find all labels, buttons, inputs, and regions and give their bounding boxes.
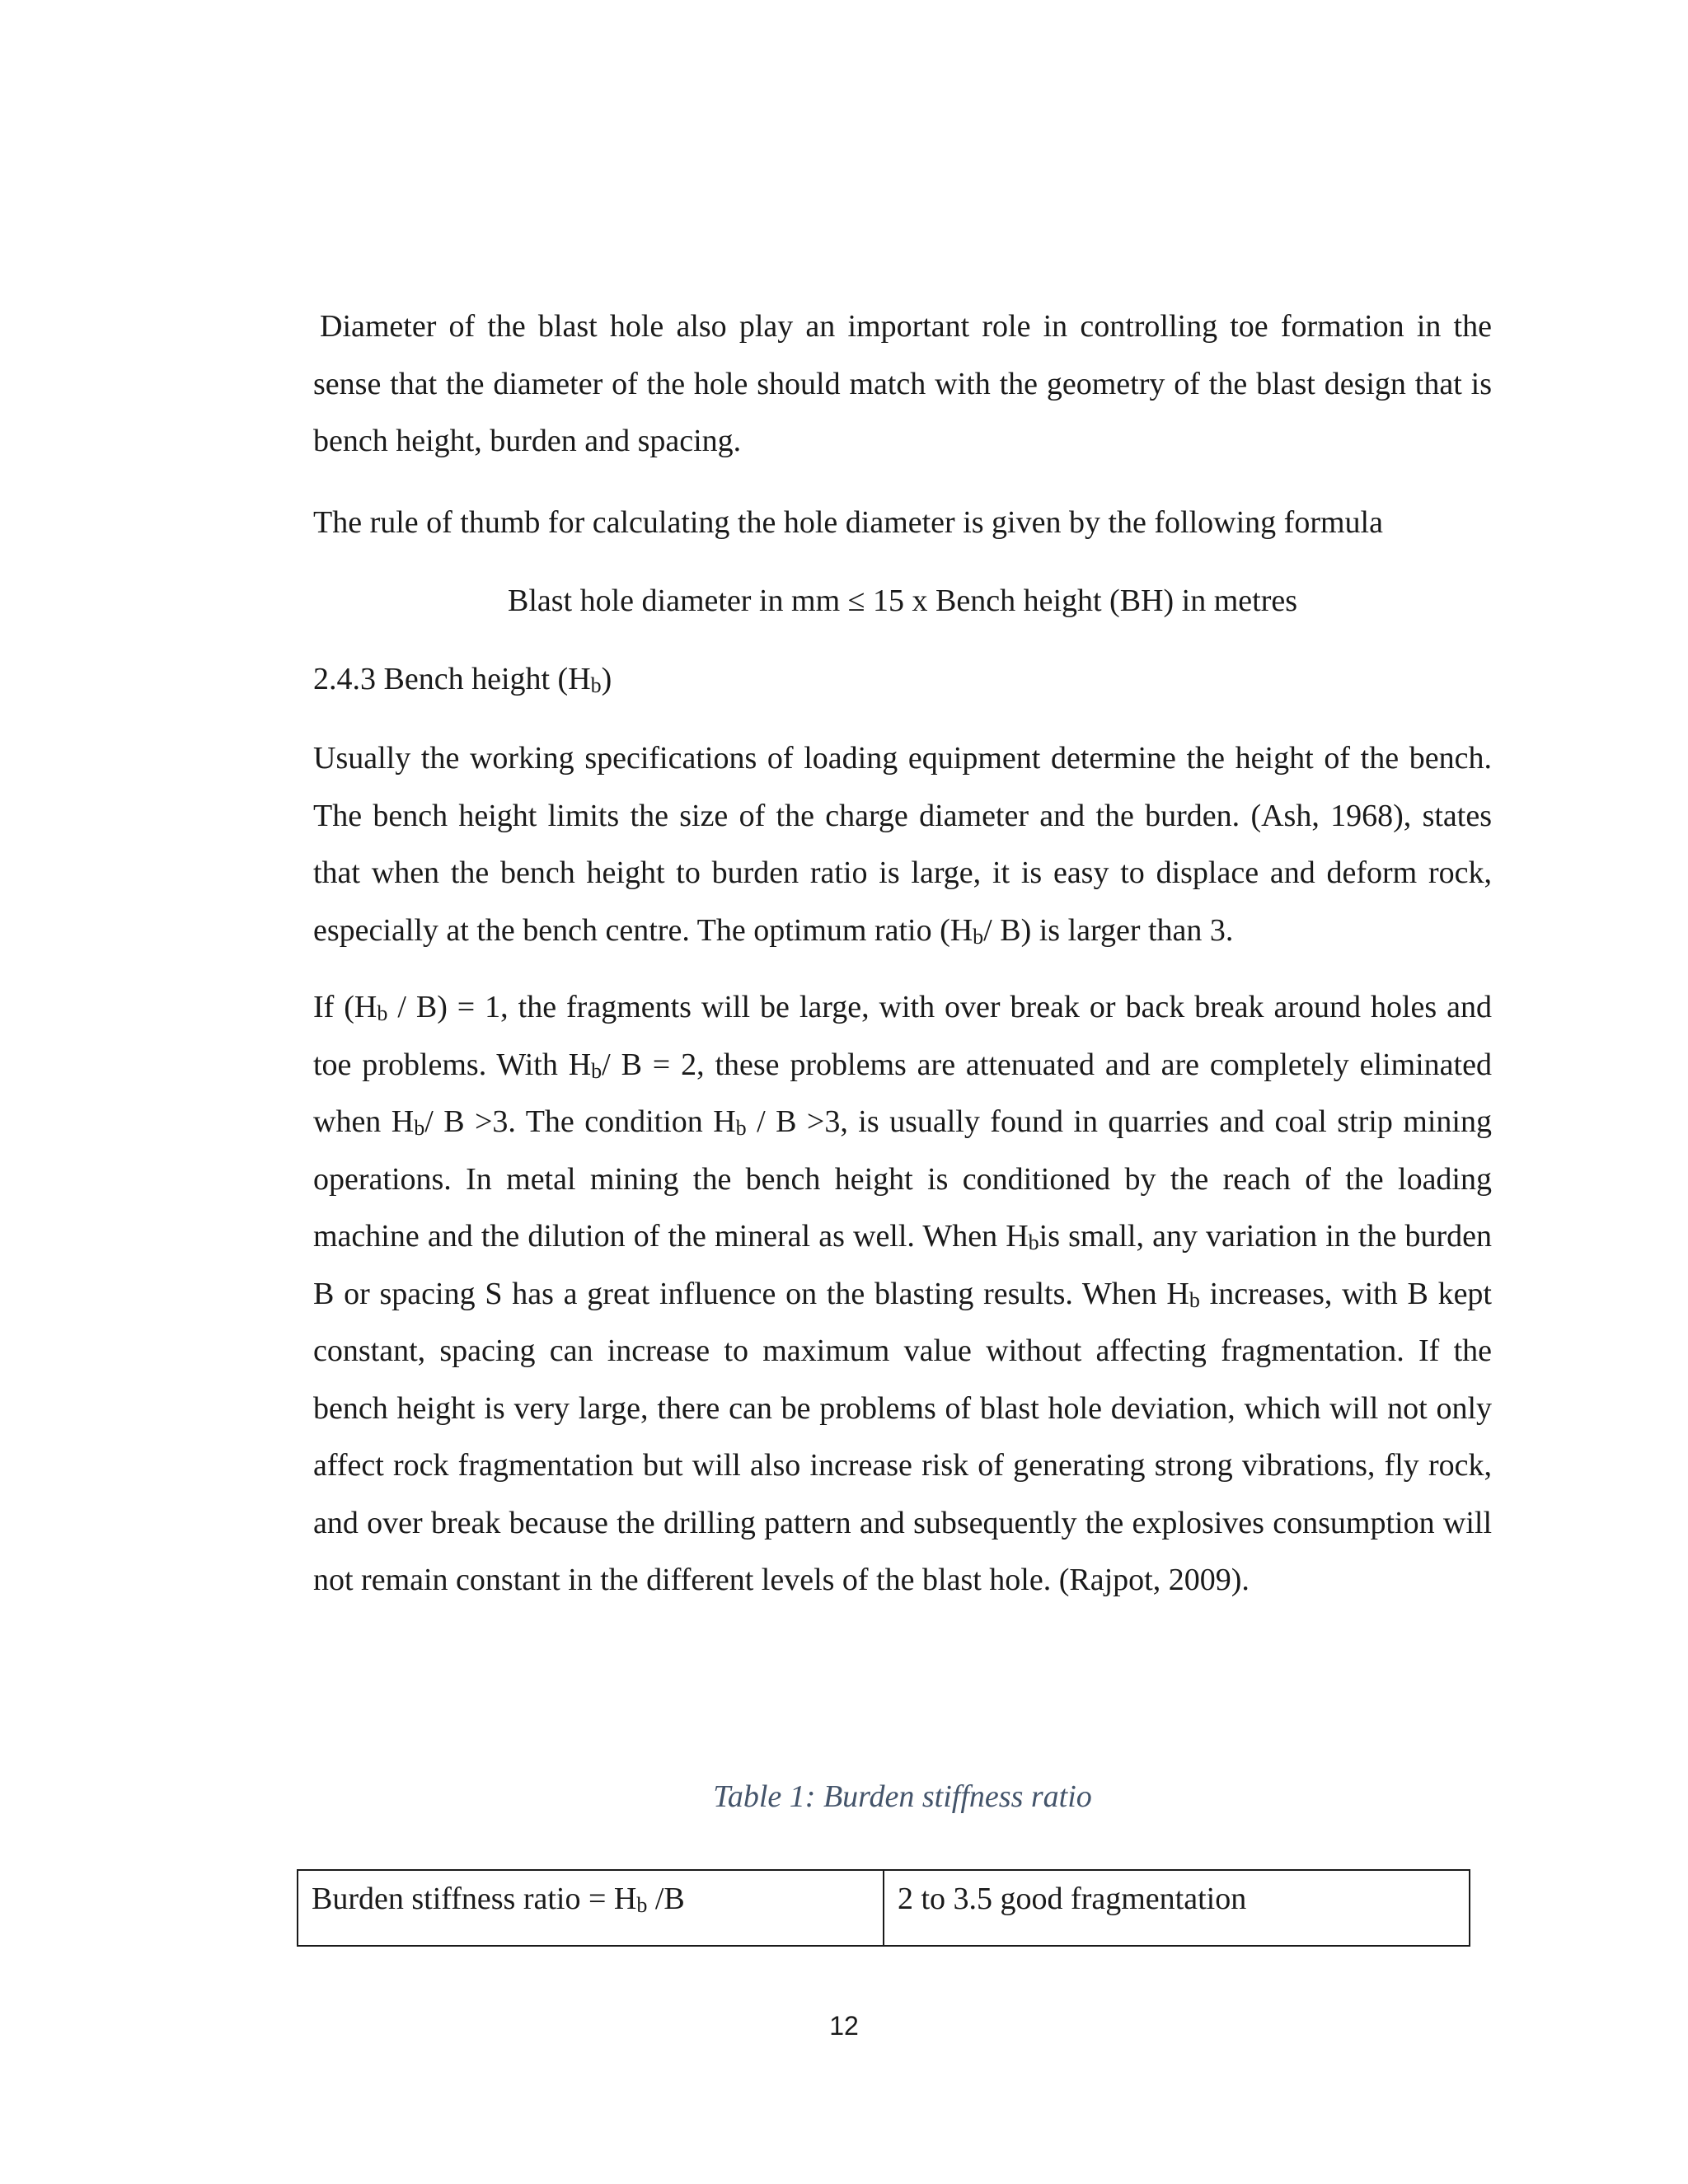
table-row (298, 1870, 1470, 1946)
table-caption: Table 1: Burden stiffness ratio (713, 1779, 1092, 1814)
table-cell-result: 2 to 3.5 good fragmentation (884, 1870, 1470, 1946)
paragraph-bench-height: Usually the working specifications of loading equipment determine the height of the bench. The bench height limits the size of the charge diameter and the burden. (Ash, 1968), states that when the bench height to burden ratio is large, it is easy to displace and deform rock, especially at the bench centre. The optimum ratio ($H_b/$ B) is larger than 3. (313, 741, 1492, 949)
paragraph-rule-of-thumb: The rule of thumb for calculating the hole diameter is given by the following formula (313, 505, 1383, 540)
formula-line: Blast hole diameter in mm ≤ 15 x Bench height (BH) in metres (508, 583, 1297, 618)
table-cell-ratio: Burden stiffness ratio = $H_b$ /B (298, 1870, 884, 1946)
paragraph-hb-ratio: If $(H_b / B) = 1$, the fragments will be large, with over break or back break around holes and toe problems. With $H_b/$ B = 2, these problems are attenuated and are completely eliminated when $H_b/$ B >3. The condition $H_b / B >3$, is usually found in quarries and coal strip mining operations. In metal mining the bench height is conditioned by the reach of the loading machine and the dilution of the mineral as well. When $H_bis$ small, any variation in the burden B or spacing S has a great influence on the blasting results. When $H_b$ increases, with B kept constant, spacing can increase to maximum value without affecting fragmentation. If the bench height is very large, there can be problems of blast hole deviation, which will not only affect rock fragmentation but will also increase risk of generating strong vibrations, fly rock, and over break because the drilling pattern and subsequently the explosives consumption will not remain constant in the different levels of the blast hole. (Rajpot, 2009). (313, 990, 1493, 1597)
section-heading: 2.4.3 Bench height $(H_b)$ (313, 662, 612, 697)
page-number: 12 (829, 2011, 859, 2041)
paragraph-hole-diameter: Diameter of the blast hole also play an important role in controlling toe formation in the sense that the diameter of the hole should match with the geometry of the blast design that is bench height, burden and spacing. (313, 309, 1492, 458)
burden-stiffness-table (297, 1869, 1470, 1947)
